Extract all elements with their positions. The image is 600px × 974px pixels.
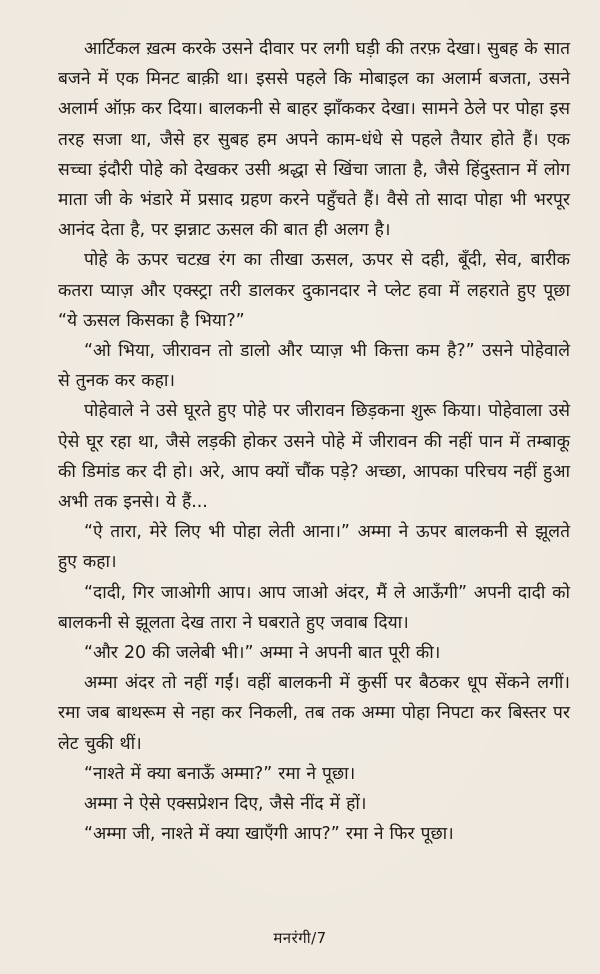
paragraph-1: आर्टिकल ख़त्म करके उसने दीवार पर लगी घड़ी की तरफ़ देखा। सुबह के सात बजने में एक मिनट बाक़ी था। इससे पहले कि मोबाइल का अलार्म बजता, उसने अलार्म ऑफ़ कर दिया। बालकनी से बाहर झाँककर देखा। सामने ठेले पर पोहा इस तरह सजा था, जैसे हर सुबह हम अपने काम-धंधे से पहले तैयार होते हैं। एक सच्चा इंदौरी पोहे को देखकर उसी श्रद्धा से खिंचा जाता है, जैसे हिंदुस्तान में लोग माता जी के भंडारे में प्रसाद ग्रहण करने पहुँचते हैं। वैसे तो सादा पोहा भी भरपूर आनंद देता है, पर झन्नाट ऊसल की बात ही अलग है। <box>58 39 570 241</box>
paragraph-10: अम्मा ने ऐसे एक्सप्रेशन दिए, जैसे नींद में हों। <box>84 794 367 815</box>
paragraph-6: “दादी, गिर जाओगी आप। आप जाओ अंदर, मैं ले आऊँगी” अपनी दादी को बालकनी से झूलता देख तारा ने घबराते हुए जवाब दिया। <box>58 582 570 633</box>
paragraph-11: “अम्मा जी, नाश्ते में क्या खाएँगी आप?” रमा ने फिर पूछा। <box>84 824 454 845</box>
paragraph-3: “ओ भिया, जीरावन तो डालो और प्याज़ भी कित्ता कम है?” उसने पोहेवाले से तुनक कर कहा। <box>58 341 570 392</box>
page-footer <box>0 928 600 948</box>
paragraph-7: “और 20 की जलेबी भी।” अम्मा ने अपनी बात पूरी की। <box>84 643 441 664</box>
paragraph-8: अम्मा अंदर तो नहीं गईं। वहीं बालकनी में कुर्सी पर बैठकर धूप सेंकने लगीं। रमा जब बाथरूम से नहा कर निकली, तब तक अम्मा पोहा निपटा कर बिस्तर पर लेट चुकी थीं। <box>58 673 570 754</box>
paragraph-2: पोहे के ऊपर चटख़ रंग का तीखा ऊसल, ऊपर से दही, बूँदी, सेव, बारीक कतरा प्याज़ और एक्स्ट्रा तरी डालकर दुकानदार ने प्लेट हवा में लहराते हुए पूछा “ये ऊसल किसका है भिया?” <box>58 250 570 331</box>
paragraph-5: “ऐ तारा, मेरे लिए भी पोहा लेती आना।” अम्मा ने ऊपर बालकनी से झूलते हुए कहा। <box>58 522 570 573</box>
page-number: मनरंगी/7 <box>273 929 327 947</box>
paragraph-9: “नाश्ते में क्या बनाऊँ अम्मा?” रमा ने पूछा। <box>84 763 356 784</box>
body-text <box>58 34 570 849</box>
paragraph-4: पोहेवाले ने उसे घूरते हुए पोहे पर जीरावन छिड़कना शुरू किया। पोहेवाला उसे ऐसे घूर रहा था, जैसे लड़की होकर उसने पोहे में जीरावन की नहीं पान में तम्बाकू की डिमांड कर दी हो। अरे, आप क्यों चौंक पड़े? अच्छा, आपका परिचय नहीं हुआ अभी तक इनसे। ये हैं... <box>58 401 570 513</box>
